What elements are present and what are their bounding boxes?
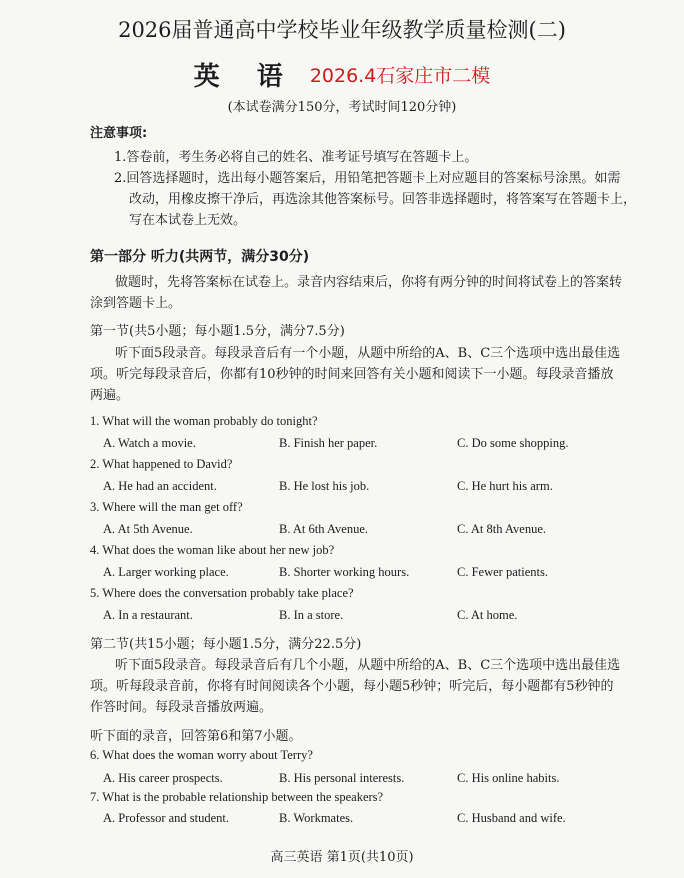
option-b: B. Workmates.: [279, 811, 354, 825]
question: 5. Where does the conversation probably take place?: [90, 586, 354, 600]
option-a: A. Professor and student.: [103, 811, 230, 825]
exam-title: 2026届普通高中学校毕业年级教学质量检测(二): [118, 18, 566, 42]
section1-instructions: 听下面5段录音。每段录音后有一个小题，从题中所给的A、B、C三个选项中选出最佳选: [115, 346, 621, 361]
option-b: B. He lost his job.: [279, 479, 370, 493]
option-a: A. His career prospects.: [103, 771, 223, 785]
part1-intro: 做题时，先将答案标在试卷上。录音内容结束后，你将有两分钟的时间将试卷上的答案转: [115, 275, 623, 290]
question: 3. Where will the man get off?: [90, 500, 243, 514]
subject-title: 英 语: [193, 62, 297, 92]
option-c: C. His online habits.: [457, 771, 560, 785]
exam-meta: (本试卷满分150分，考试时间120分钟): [227, 100, 457, 115]
page-footer: 高三英语 第1页(共10页): [270, 850, 414, 865]
option-a: A. At 5th Avenue.: [103, 522, 193, 536]
notice-item: 写在本试卷上无效。: [129, 213, 247, 228]
option-a: A. Watch a movie.: [103, 436, 196, 450]
section2-instructions: 听下面5段录音。每段录音后有几个小题，从题中所给的A、B、C三个选项中选出最佳选: [115, 658, 621, 673]
option-a: A. He had an accident.: [103, 479, 217, 493]
option-a: A. Larger working place.: [103, 565, 229, 579]
option-c: C. He hurt his arm.: [457, 479, 553, 493]
option-c: C. Husband and wife.: [457, 811, 566, 825]
section2-instructions: 项。听每段录音前，你将有时间阅读各个小题，每小题5秒钟；听完后，每小题都有5秒钟的: [90, 679, 614, 694]
exam-tag: 2026.4石家庄市二模: [309, 65, 491, 87]
section1-heading: 第一节(共5小题；每小题1.5分，满分7.5分): [90, 324, 345, 339]
section2-instructions: 作答时间。每段录音播放两遍。: [90, 700, 273, 715]
option-b: B. His personal interests.: [279, 771, 405, 785]
question: 1. What will the woman probably do tonight?: [90, 414, 318, 428]
question: 4. What does the woman like about her new job?: [90, 543, 335, 557]
question: 6. What does the woman worry about Terry?: [90, 748, 313, 762]
notice-item: 1.答卷前，考生务必将自己的姓名、准考证号填写在答题卡上。: [114, 150, 478, 165]
sub-instruction: 听下面的录音，回答第6和第7小题。: [90, 729, 302, 744]
question: 7. What is the probable relationship between the speakers?: [90, 790, 384, 804]
section1-instructions: 两遍。: [90, 388, 130, 403]
option-b: B. Finish her paper.: [279, 436, 378, 450]
option-b: B. Shorter working hours.: [279, 565, 410, 579]
option-b: B. In a store.: [279, 608, 344, 622]
section1-instructions: 项。听完每段录音后，你都有10秒钟的时间来回答有关小题和阅读下一小题。每段录音播放: [90, 367, 614, 382]
part1-heading: 第一部分 听力(共两节，满分30分): [90, 249, 310, 265]
notice-item: 改动，用橡皮擦干净后，再选涂其他答案标号。回答非选择题时，将答案写在答题卡上，: [129, 192, 637, 207]
option-c: C. At home.: [457, 608, 518, 622]
option-c: C. Fewer patients.: [457, 565, 548, 579]
section2-heading: 第二节(共15小题；每小题1.5分，满分22.5分): [90, 637, 362, 652]
notice-item: 2.回答选择题时，选出每小题答案后，用铅笔把答题卡上对应题目的答案标号涂黑。如需: [114, 171, 621, 186]
question: 2. What happened to David?: [90, 457, 233, 471]
notice-heading: 注意事项:: [90, 126, 148, 141]
part1-intro: 涂到答题卡上。: [90, 296, 182, 311]
option-b: B. At 6th Avenue.: [279, 522, 369, 536]
option-a: A. In a restaurant.: [103, 608, 193, 622]
option-c: C. Do some shopping.: [457, 436, 569, 450]
subject-row: [0, 56, 684, 93]
option-c: C. At 8th Avenue.: [457, 522, 547, 536]
